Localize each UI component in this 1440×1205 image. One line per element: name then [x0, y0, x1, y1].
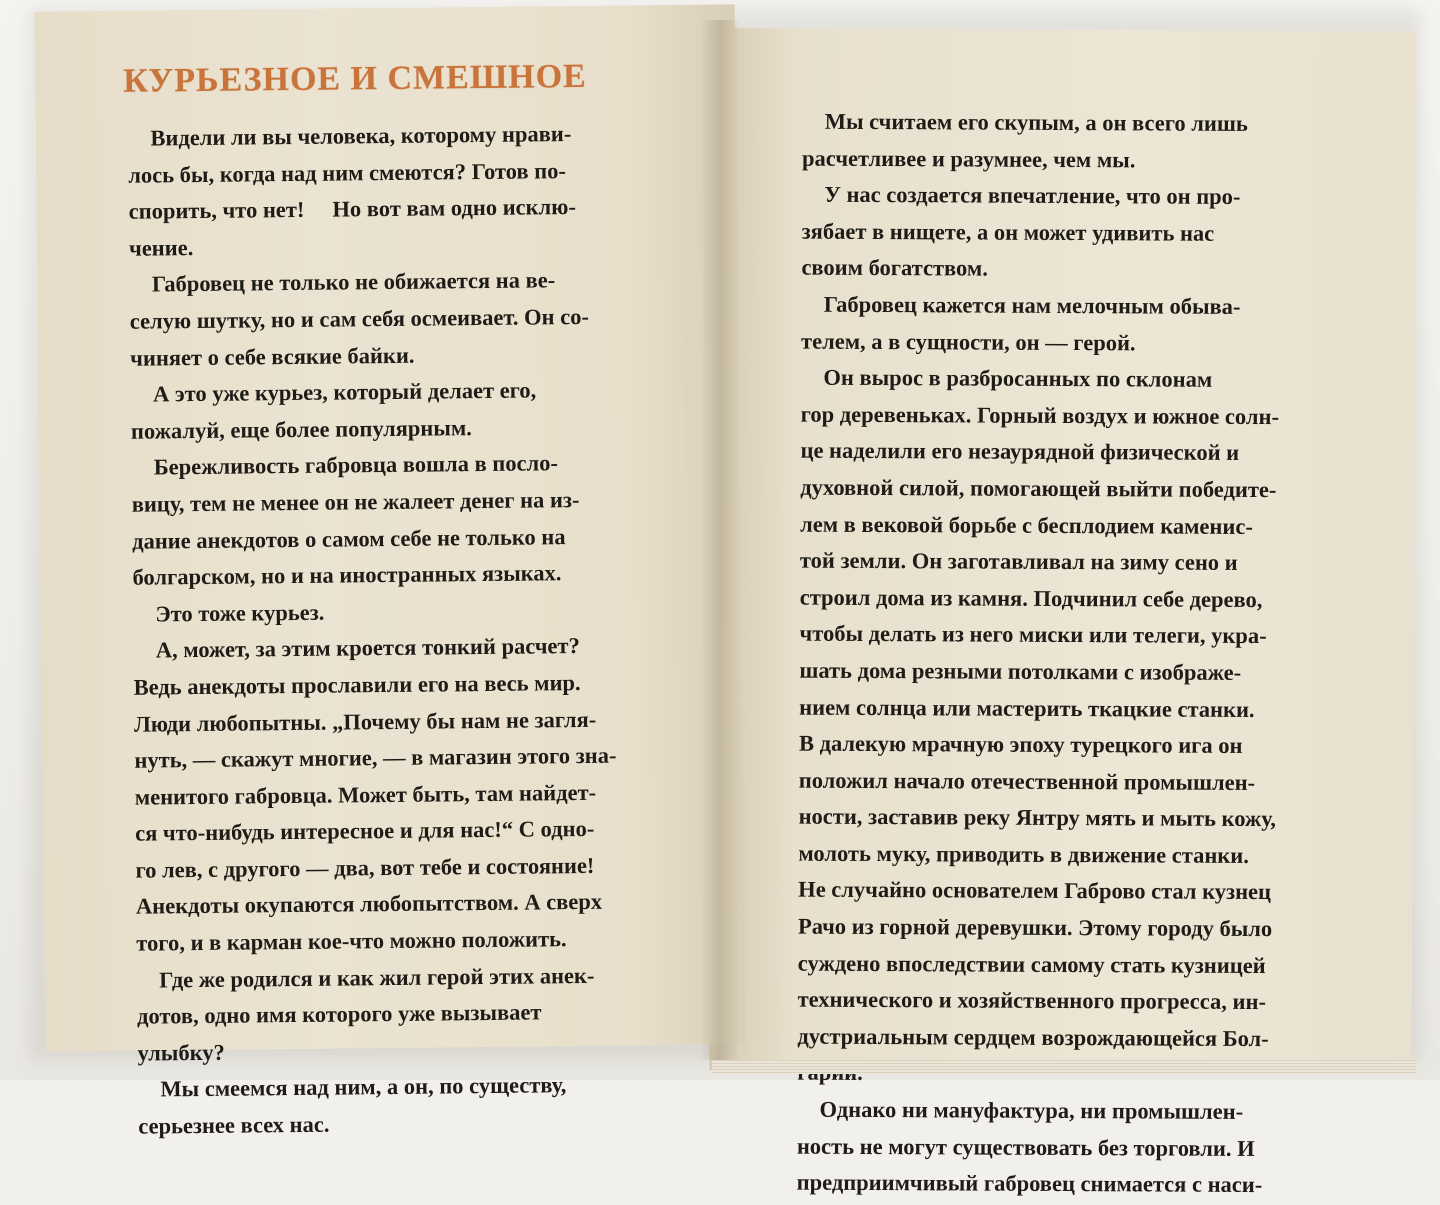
right-page-text-line: той земли. Он заготавливал на зиму сено и	[799, 547, 1238, 576]
left-page-text-line: селую шутку, но и сам себя осмеивает. Он со-	[129, 303, 590, 334]
left-page-text-line: пожалуй, еще более популярным.	[130, 414, 472, 444]
right-page-text-line: нием солнца или мастерить ткацкие станки.	[799, 694, 1255, 722]
left-page-text-line: ся что-нибудь интересное и для нас!“ С одно-	[135, 816, 595, 846]
left-page-text-line: спорить, что нет! Но вот вам одно исклю-	[128, 194, 577, 224]
right-page-text-line: Он вырос в разбросанных по склонам	[800, 364, 1213, 392]
right-page-text-line: чтобы делать из него миски или телеги, укра-	[799, 620, 1267, 649]
left-page-text	[128, 114, 739, 1145]
right-page-text-line: Мы считаем его скупым, а он всего лишь	[802, 108, 1248, 136]
left-page-text-line: улыбку?	[137, 1039, 225, 1066]
left-page-text-line: того, и в карман кое-что можно положить.	[136, 926, 567, 956]
left-page-text-line: дание анекдотов о самом себе не только на	[131, 523, 566, 554]
right-page-text	[797, 104, 1393, 1205]
left-page-text-line: Видели ли вы человека, которому нрави-	[127, 121, 572, 151]
right-page-text-line: Не случайно основателем Габрово стал кузнец	[798, 877, 1272, 905]
left-page-text-line: менитого габровца. Может быть, там найдет-	[134, 779, 597, 810]
left-page-text-line: Бережливость габровца вошла в посло-	[131, 450, 559, 481]
page-edges	[712, 1060, 1416, 1074]
left-page-text-line: чение.	[128, 234, 194, 261]
left-page	[35, 4, 746, 1139]
left-page-text-line: А это уже курьез, который делает его,	[130, 377, 537, 407]
left-page-text-line: го лев, с другого — два, вот тебе и состояние!	[135, 852, 595, 883]
right-page-text-line: молоть муку, приводить в движение станки.	[798, 840, 1249, 868]
right-page-text-line: лем в вековой борьбе с бесплодием каменис-	[800, 511, 1253, 539]
chapter-heading: КУРЬЕЗНОЕ И СМЕШНОЕ	[123, 57, 587, 100]
right-page-text-line: Габровец кажется нам мелочным обыва-	[801, 291, 1241, 319]
left-page-text-line: Это тоже курьез.	[132, 599, 325, 627]
right-page-text-line: строил дома из камня. Подчинил себе дерево,	[799, 584, 1263, 612]
left-page-text-line: болгарском, но и на иностранных языках.	[132, 560, 562, 590]
left-page-text-line: нуть, — скажут многие, — в магазин этого зна-	[134, 742, 617, 773]
right-page-text-line: ность не могут существовать без торговли. И	[796, 1133, 1255, 1161]
left-page-text-line: чиняет о себе всякие байки.	[130, 342, 415, 371]
right-page-text-line: суждено впоследствии самому стать кузницей	[797, 950, 1266, 978]
left-page-text-line: вицу, тем не менее он не жалеет денег на из-	[131, 486, 580, 517]
left-page-text-line: А, может, за этим кроется тонкий расчет?	[133, 633, 580, 664]
left-page-text-line: Анекдоты окупаются любопытством. А сверх	[135, 889, 603, 920]
right-page-text-line: Однако ни мануфактура, ни промышлен-	[797, 1096, 1244, 1124]
left-page-text-line: серьезнее всех нас.	[138, 1111, 330, 1139]
left-page-text-line: дотов, одно имя которого уже вызывает	[136, 999, 542, 1029]
right-page	[709, 28, 1416, 1198]
right-page-text-line: В далекую мрачную эпоху турецкого ига он	[798, 730, 1243, 759]
right-page-text-line: шать дома резными потолками с изображе-	[799, 657, 1242, 685]
left-page-text-line: лось бы, когда над ним смеются? Готов по-	[128, 157, 567, 188]
left-page-text-line: Где же родился и как жил герой этих анек-	[136, 962, 595, 993]
book-gutter	[700, 20, 740, 1060]
right-page-text-line: своим богатством.	[801, 255, 988, 281]
right-page-text-line: Рачо из горной деревушки. Этому городу было	[797, 913, 1273, 942]
right-page-text-line: предприимчивый габровец снимается с наси-	[796, 1169, 1263, 1198]
right-page-text-line: зябает в нищете, а он может удивить нас	[801, 218, 1215, 246]
right-page-text-line: це наделили его незаурядной физической и	[800, 437, 1240, 466]
right-page-text-line: У нас создается впечатление, что он про-	[801, 181, 1241, 210]
right-page-text-line: духовной силой, помогающей выйти победите-	[800, 474, 1277, 503]
right-page-text-line: расчетливее и разумнее, чем мы.	[801, 145, 1136, 172]
right-page-text-line: дустриальным сердцем возрождающейся Бол-	[797, 1023, 1269, 1051]
right-page-text-line: гор деревеньках. Горный воздух и южное солн-	[800, 401, 1280, 429]
right-page-text-line: положил начало отечественной промышлен-	[798, 767, 1256, 795]
right-page-text-line: технического и хозяйственного прогресса, ин-	[797, 986, 1267, 1015]
left-page-text-line: Ведь анекдоты прославили его на весь мир.	[133, 669, 581, 700]
left-page-text-line: Люди любопытны. „Почему бы нам не загля-	[133, 706, 597, 737]
right-page-text-line: телем, а в сущности, он — герой.	[801, 328, 1136, 355]
left-page-text-line: Мы смеемся над ним, а он, по существу,	[137, 1072, 567, 1103]
left-page-text-line: Габровец не только не обижается на ве-	[129, 267, 556, 298]
right-page-text-line: ности, заставив реку Янтру мять и мыть кожу,	[798, 803, 1276, 832]
